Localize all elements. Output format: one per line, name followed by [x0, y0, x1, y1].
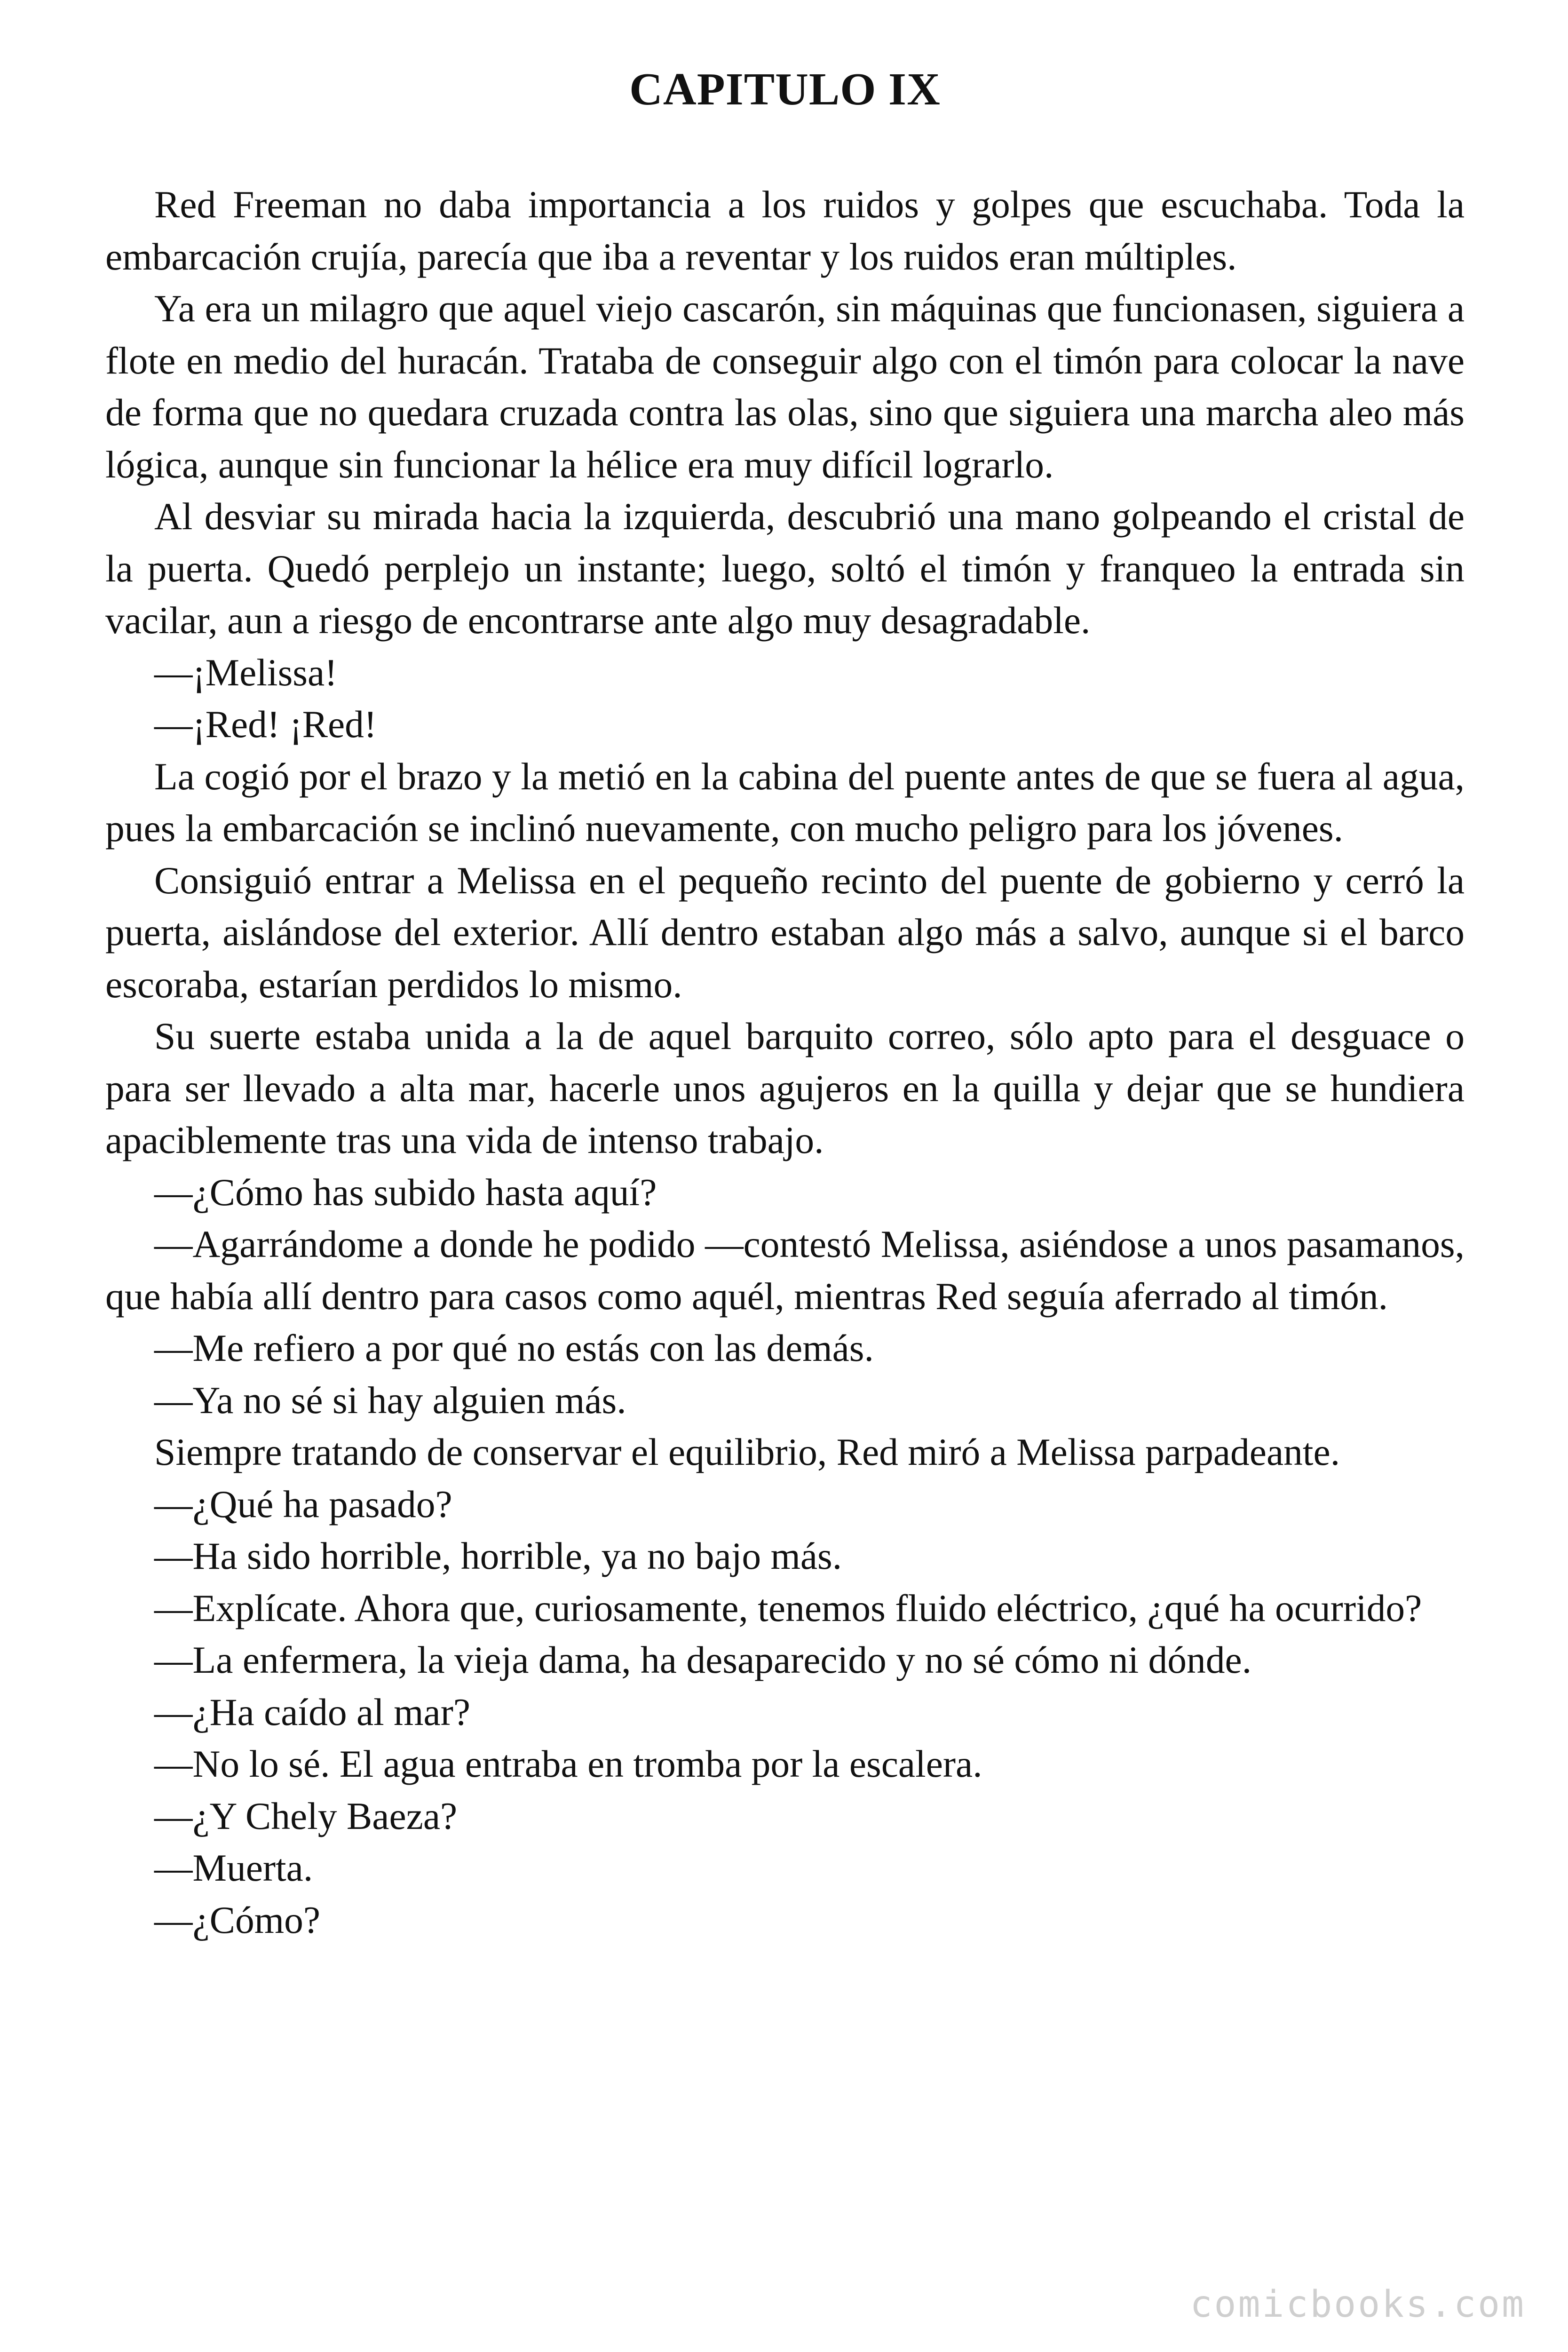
paragraph: Al desviar su mirada hacia la izquierda, descubrió una mano golpeando el cristal de la puerta. Quedó perplejo un instante; luego, soltó el timón y franqueo la entrada sin vacilar, aun a riesgo de encontrarse ante algo muy desagradable.: [105, 495, 1465, 642]
watermark: comicbooks.com: [1190, 2283, 1526, 2326]
dialogue-line: —¿Cómo?: [154, 1898, 321, 1941]
dialogue-line: —¿Ha caído al mar?: [154, 1690, 471, 1733]
chapter-title: CAPITULO IX: [629, 64, 941, 115]
dialogue-line: —¿Cómo has subido hasta aquí?: [154, 1170, 657, 1214]
dialogue-line: —¿Qué ha pasado?: [154, 1482, 452, 1526]
dialogue-line: —Agarrándome a donde he podido —contestó Melissa, asiéndose a unos pasamanos, que había allí dentro para casos como aquél, mientras Red seguía aferrado al timón.: [105, 1223, 1465, 1318]
dialogue-line: —No lo sé. El agua entraba en tromba por la escalera.: [154, 1742, 982, 1785]
dialogue-line: —Muerta.: [154, 1846, 313, 1889]
paragraph: Consiguió entrar a Melissa en el pequeño recinto del puente de gobierno y cerró la puerta, aislándose del exterior. Allí dentro estaban algo más a salvo, aunque si el barco escoraba, estarían perdidos lo mismo.: [105, 858, 1465, 1006]
chapter-text: [105, 179, 1465, 1946]
paragraph: Siempre tratando de conservar el equilibrio, Red miró a Melissa parpadeante.: [154, 1430, 1340, 1473]
paragraph: Su suerte estaba unida a la de aquel barquito correo, sólo apto para el desguace o para ser llevado a alta mar, hacerle unos agujeros en la quilla y dejar que se hundiera apaciblemente tras una vida de intenso trabajo.: [105, 1015, 1465, 1161]
dialogue-line: —¡Red! ¡Red!: [154, 703, 377, 746]
dialogue-line: —¿Y Chely Baeza?: [154, 1794, 458, 1837]
paragraph: Red Freeman no daba importancia a los ruidos y golpes que escuchaba. Toda la embarcación crujía, parecía que iba a reventar y los ruidos eran múltiples.: [105, 183, 1465, 278]
book-page: [105, 0, 1465, 2352]
paragraph: La cogió por el brazo y la metió en la cabina del puente antes de que se fuera al agua, pues la embarcación se inclinó nuevamente, con mucho peligro para los jóvenes.: [105, 755, 1465, 850]
dialogue-line: —Ya no sé si hay alguien más.: [154, 1378, 626, 1422]
dialogue-line: —Me refiero a por qué no estás con las demás.: [154, 1327, 874, 1369]
dialogue-line: —¡Melissa!: [154, 651, 338, 694]
dialogue-line: —Explícate. Ahora que, curiosamente, tenemos fluido eléctrico, ¿qué ha ocurrido?: [154, 1586, 1422, 1629]
dialogue-line: —La enfermera, la vieja dama, ha desaparecido y no sé cómo ni dónde.: [154, 1638, 1252, 1681]
dialogue-line: —Ha sido horrible, horrible, ya no bajo más.: [154, 1534, 842, 1577]
paragraph: Ya era un milagro que aquel viejo cascarón, sin máquinas que funcionasen, siguiera a flote en medio del huracán. Trataba de conseguir algo con el timón para colocar la nave de forma que no quedara cruzada contra las olas, sino que siguiera una marcha aleo más lógica, aunque sin funcionar la hélice era muy difícil lograrlo.: [105, 287, 1465, 486]
